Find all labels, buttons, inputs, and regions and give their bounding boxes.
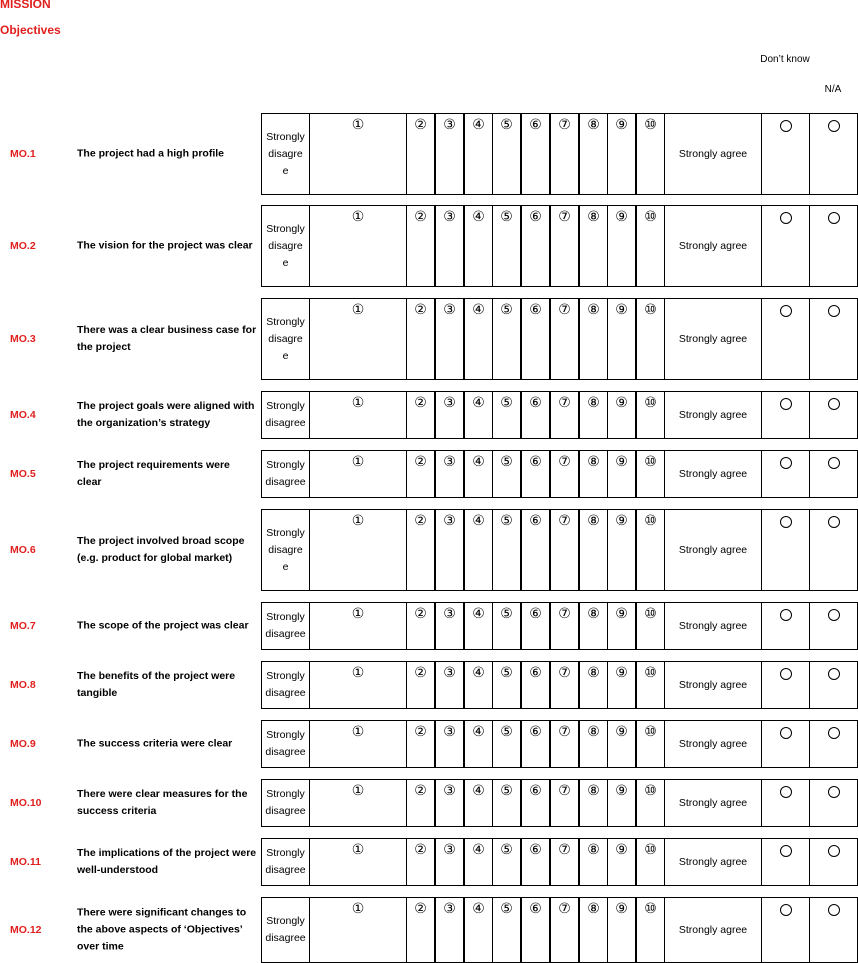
item-statement: There were clear measures for the success criteria [77,788,248,817]
scale-option-6[interactable]: ⑥ [521,509,550,591]
scale-option-7[interactable]: ⑦ [550,391,579,439]
scale-option-7[interactable]: ⑦ [550,897,579,963]
item-code: MO.12 [10,924,42,936]
dont-know-radio[interactable] [780,398,792,410]
scale-option-2[interactable]: ② [406,450,435,498]
scale-option-8[interactable]: ⑧ [579,205,608,287]
na-radio[interactable] [828,398,840,410]
subsection-title: Objectives [0,23,61,37]
scale-option-7[interactable]: ⑦ [550,661,579,709]
scale-option-3[interactable]: ③ [435,450,464,498]
scale-option-5[interactable]: ⑤ [492,779,521,827]
scale-option-4[interactable]: ④ [464,205,493,287]
na-radio-cell[interactable] [809,720,858,768]
item-statement: There were significant changes to the above aspects of ‘Objectives’ over time [77,906,247,953]
scale-option-4[interactable]: ④ [464,838,493,886]
scale-option-8[interactable]: ⑧ [579,391,608,439]
scale-option-8[interactable]: ⑧ [579,509,608,591]
scale-option-7[interactable]: ⑦ [550,720,579,768]
item-statement: The success criteria were clear [77,737,233,750]
na-radio[interactable] [828,845,840,857]
dont-know-radio-cell[interactable] [761,391,810,439]
item-statement: The implications of the project were well-understood [77,847,257,876]
scale-option-7[interactable]: ⑦ [550,838,579,886]
scale-option-9[interactable]: ⑨ [607,450,636,498]
item-statement: The scope of the project was clear [77,619,249,632]
scale-option-2[interactable]: ② [406,838,435,886]
strongly-disagree-label: Strongly disagree [261,661,310,709]
table-row [0,298,858,380]
scale-option-2[interactable]: ② [406,391,435,439]
na-radio-cell[interactable] [809,602,858,650]
scale-option-7[interactable]: ⑦ [550,509,579,591]
dont-know-radio-cell[interactable] [761,509,810,591]
scale-option-1[interactable]: ① [309,298,407,380]
scale-option-5[interactable]: ⑤ [492,838,521,886]
scale-option-9[interactable]: ⑨ [607,205,636,287]
scale-option-3[interactable]: ③ [435,298,464,380]
scale-option-6[interactable]: ⑥ [521,450,550,498]
strongly-agree-label: Strongly agree [664,779,762,827]
na-radio[interactable] [828,457,840,469]
scale-option-1[interactable]: ① [309,450,407,498]
scale-option-4[interactable]: ④ [464,113,493,195]
dont-know-radio[interactable] [780,609,792,621]
scale-option-2[interactable]: ② [406,113,435,195]
scale-option-6[interactable]: ⑥ [521,779,550,827]
scale-option-3[interactable]: ③ [435,113,464,195]
dont-know-radio-cell[interactable] [761,661,810,709]
dont-know-radio[interactable] [780,120,792,132]
scale-option-10[interactable]: ⑩ [636,838,665,886]
table-row [0,897,858,963]
scale-option-8[interactable]: ⑧ [579,838,608,886]
table-row [0,391,858,439]
scale-option-8[interactable]: ⑧ [579,450,608,498]
na-radio[interactable] [828,668,840,680]
dont-know-radio-cell[interactable] [761,720,810,768]
scale-option-10[interactable]: ⑩ [636,509,665,591]
scale-option-3[interactable]: ③ [435,661,464,709]
item-statement: The project requirements were clear [77,459,230,488]
item-code: MO.4 [10,409,36,421]
scale-option-8[interactable]: ⑧ [579,661,608,709]
table-row [0,720,858,768]
scale-option-5[interactable]: ⑤ [492,205,521,287]
table-row [0,838,858,886]
scale-option-7[interactable]: ⑦ [550,298,579,380]
table-row [0,113,858,195]
strongly-agree-label: Strongly agree [664,450,762,498]
na-radio[interactable] [828,305,840,317]
scale-option-2[interactable]: ② [406,509,435,591]
scale-option-1[interactable]: ① [309,391,407,439]
na-column-header: N/A [824,84,842,95]
scale-option-7[interactable]: ⑦ [550,205,579,287]
item-code: MO.3 [10,333,36,345]
scale-option-4[interactable]: ④ [464,602,493,650]
na-radio-cell[interactable] [809,391,858,439]
item-code: MO.2 [10,240,36,252]
scale-option-1[interactable]: ① [309,838,407,886]
scale-option-10[interactable]: ⑩ [636,779,665,827]
strongly-agree-label: Strongly agree [664,602,762,650]
dont-know-column-header: Don’t know [760,54,810,65]
strongly-agree-label: Strongly agree [664,391,762,439]
scale-option-8[interactable]: ⑧ [579,113,608,195]
dont-know-radio[interactable] [780,212,792,224]
scale-option-6[interactable]: ⑥ [521,602,550,650]
scale-option-5[interactable]: ⑤ [492,720,521,768]
scale-option-6[interactable]: ⑥ [521,661,550,709]
scale-option-3[interactable]: ③ [435,897,464,963]
dont-know-radio[interactable] [780,786,792,798]
scale-option-1[interactable]: ① [309,602,407,650]
na-radio[interactable] [828,786,840,798]
strongly-agree-label: Strongly agree [664,298,762,380]
dont-know-radio-cell[interactable] [761,450,810,498]
scale-option-3[interactable]: ③ [435,720,464,768]
item-statement: The project involved broad scope (e.g. product for global market) [77,535,245,564]
scale-option-5[interactable]: ⑤ [492,509,521,591]
strongly-disagree-label: Strongly disagree [261,602,310,650]
na-radio[interactable] [828,212,840,224]
scale-option-6[interactable]: ⑥ [521,205,550,287]
dont-know-radio-cell[interactable] [761,113,810,195]
scale-option-2[interactable]: ② [406,897,435,963]
na-radio-cell[interactable] [809,838,858,886]
scale-option-3[interactable]: ③ [435,602,464,650]
strongly-disagree-label: Strongly disagree [261,391,310,439]
table-row [0,205,858,287]
dont-know-radio[interactable] [780,516,792,528]
strongly-disagree-label: Strongly disagree [261,298,310,380]
scale-option-6[interactable]: ⑥ [521,298,550,380]
scale-option-7[interactable]: ⑦ [550,113,579,195]
scale-option-10[interactable]: ⑩ [636,661,665,709]
scale-option-10[interactable]: ⑩ [636,450,665,498]
strongly-agree-label: Strongly agree [664,661,762,709]
strongly-disagree-label: Strongly disagree [261,509,310,591]
scale-option-4[interactable]: ④ [464,779,493,827]
strongly-agree-label: Strongly agree [664,838,762,886]
scale-option-2[interactable]: ② [406,602,435,650]
na-radio[interactable] [828,727,840,739]
table-row [0,661,858,709]
na-radio[interactable] [828,609,840,621]
scale-option-9[interactable]: ⑨ [607,509,636,591]
scale-option-7[interactable]: ⑦ [550,779,579,827]
scale-option-5[interactable]: ⑤ [492,661,521,709]
scale-option-4[interactable]: ④ [464,661,493,709]
scale-option-9[interactable]: ⑨ [607,838,636,886]
scale-option-1[interactable]: ① [309,779,407,827]
scale-option-8[interactable]: ⑧ [579,602,608,650]
scale-option-7[interactable]: ⑦ [550,602,579,650]
scale-option-4[interactable]: ④ [464,450,493,498]
scale-option-4[interactable]: ④ [464,897,493,963]
scale-option-9[interactable]: ⑨ [607,391,636,439]
scale-option-9[interactable]: ⑨ [607,779,636,827]
item-statement: There was a clear business case for the project [77,324,257,353]
scale-option-8[interactable]: ⑧ [579,720,608,768]
scale-option-6[interactable]: ⑥ [521,897,550,963]
na-radio[interactable] [828,904,840,916]
item-code: MO.5 [10,468,36,480]
dont-know-radio-cell[interactable] [761,838,810,886]
table-row [0,602,858,650]
na-radio-cell[interactable] [809,298,858,380]
scale-option-4[interactable]: ④ [464,391,493,439]
scale-option-5[interactable]: ⑤ [492,450,521,498]
strongly-agree-label: Strongly agree [664,897,762,963]
scale-option-1[interactable]: ① [309,720,407,768]
na-radio[interactable] [828,120,840,132]
item-statement: The vision for the project was clear [77,239,253,252]
strongly-disagree-label: Strongly disagree [261,450,310,498]
dont-know-radio[interactable] [780,305,792,317]
scale-option-2[interactable]: ② [406,205,435,287]
table-row [0,779,858,827]
na-radio-cell[interactable] [809,205,858,287]
scale-option-1[interactable]: ① [309,113,407,195]
strongly-disagree-label: Strongly disagree [261,720,310,768]
item-code: MO.11 [10,856,41,868]
dont-know-radio[interactable] [780,457,792,469]
item-code: MO.6 [10,544,36,556]
table-row [0,450,858,498]
scale-option-3[interactable]: ③ [435,509,464,591]
scale-option-6[interactable]: ⑥ [521,391,550,439]
scale-option-3[interactable]: ③ [435,391,464,439]
dont-know-radio[interactable] [780,668,792,680]
item-code: MO.10 [10,797,42,809]
scale-option-1[interactable]: ① [309,661,407,709]
scale-option-10[interactable]: ⑩ [636,113,665,195]
scale-option-4[interactable]: ④ [464,509,493,591]
scale-option-2[interactable]: ② [406,661,435,709]
item-code: MO.9 [10,738,36,750]
dont-know-radio-cell[interactable] [761,897,810,963]
strongly-agree-label: Strongly agree [664,205,762,287]
na-radio-cell[interactable] [809,450,858,498]
table-row [0,509,858,591]
na-radio-cell[interactable] [809,779,858,827]
scale-option-9[interactable]: ⑨ [607,298,636,380]
scale-option-9[interactable]: ⑨ [607,720,636,768]
dont-know-radio[interactable] [780,845,792,857]
scale-option-8[interactable]: ⑧ [579,298,608,380]
strongly-disagree-label: Strongly disagree [261,838,310,886]
scale-option-8[interactable]: ⑧ [579,779,608,827]
section-title: MISSION [0,0,51,11]
strongly-agree-label: Strongly agree [664,720,762,768]
strongly-disagree-label: Strongly disagree [261,897,310,963]
scale-option-10[interactable]: ⑩ [636,720,665,768]
scale-option-5[interactable]: ⑤ [492,602,521,650]
scale-option-1[interactable]: ① [309,897,407,963]
na-radio-cell[interactable] [809,897,858,963]
scale-option-1[interactable]: ① [309,205,407,287]
scale-option-6[interactable]: ⑥ [521,720,550,768]
na-radio-cell[interactable] [809,113,858,195]
scale-option-9[interactable]: ⑨ [607,602,636,650]
scale-option-3[interactable]: ③ [435,205,464,287]
scale-option-10[interactable]: ⑩ [636,602,665,650]
na-radio-cell[interactable] [809,661,858,709]
scale-option-2[interactable]: ② [406,720,435,768]
scale-option-7[interactable]: ⑦ [550,450,579,498]
item-statement: The project goals were aligned with the organization’s strategy [77,400,255,429]
strongly-agree-label: Strongly agree [664,509,762,591]
scale-option-9[interactable]: ⑨ [607,897,636,963]
item-code: MO.8 [10,679,36,691]
scale-option-1[interactable]: ① [309,509,407,591]
scale-option-4[interactable]: ④ [464,720,493,768]
scale-option-2[interactable]: ② [406,779,435,827]
scale-option-5[interactable]: ⑤ [492,298,521,380]
strongly-agree-label: Strongly agree [664,113,762,195]
item-code: MO.7 [10,620,36,632]
scale-option-9[interactable]: ⑨ [607,661,636,709]
strongly-disagree-label: Strongly disagree [261,779,310,827]
scale-option-5[interactable]: ⑤ [492,897,521,963]
scale-option-5[interactable]: ⑤ [492,391,521,439]
scale-option-2[interactable]: ② [406,298,435,380]
item-statement: The project had a high profile [77,147,225,160]
dont-know-radio-cell[interactable] [761,779,810,827]
scale-option-6[interactable]: ⑥ [521,113,550,195]
na-radio[interactable] [828,516,840,528]
dont-know-radio-cell[interactable] [761,298,810,380]
dont-know-radio-cell[interactable] [761,205,810,287]
scale-option-5[interactable]: ⑤ [492,113,521,195]
strongly-disagree-label: Strongly disagree [261,113,310,195]
scale-option-6[interactable]: ⑥ [521,838,550,886]
scale-option-10[interactable]: ⑩ [636,391,665,439]
item-statement: The benefits of the project were tangible [77,670,236,699]
strongly-disagree-label: Strongly disagree [261,205,310,287]
scale-option-10[interactable]: ⑩ [636,298,665,380]
na-radio-cell[interactable] [809,509,858,591]
scale-option-4[interactable]: ④ [464,298,493,380]
scale-option-10[interactable]: ⑩ [636,205,665,287]
item-code: MO.1 [10,148,36,160]
scale-option-3[interactable]: ③ [435,838,464,886]
scale-option-8[interactable]: ⑧ [579,897,608,963]
scale-option-9[interactable]: ⑨ [607,113,636,195]
scale-option-3[interactable]: ③ [435,779,464,827]
scale-option-10[interactable]: ⑩ [636,897,665,963]
dont-know-radio[interactable] [780,904,792,916]
dont-know-radio[interactable] [780,727,792,739]
dont-know-radio-cell[interactable] [761,602,810,650]
